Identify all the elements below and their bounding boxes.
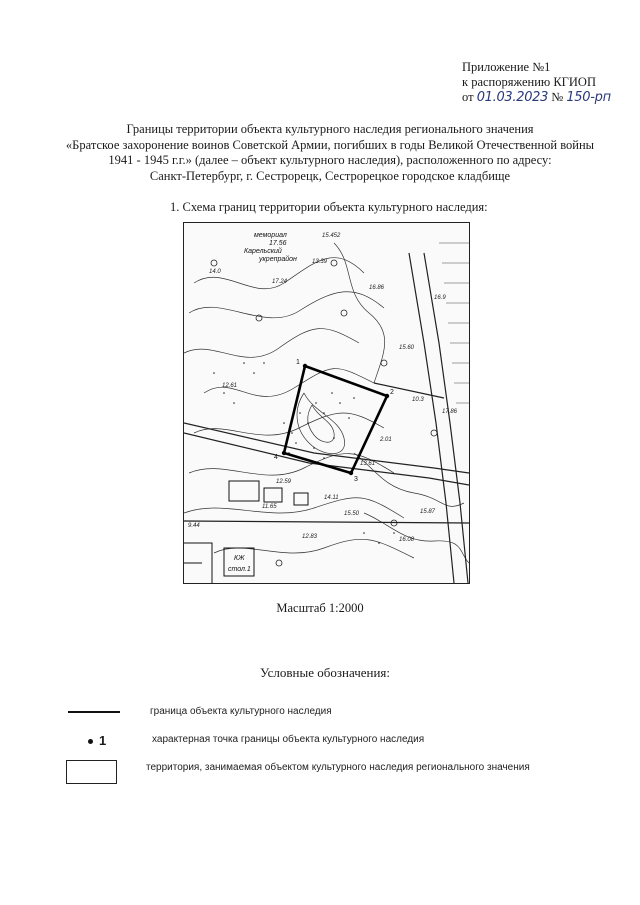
elevation-label: 14.11 [324, 495, 339, 501]
point-label-3: 3 [354, 476, 358, 483]
territory-rect-symbol [66, 760, 117, 784]
label-karelian: Карельский [244, 248, 282, 255]
elevation-label: 12.61 [222, 383, 238, 389]
title-line4: Санкт-Петербург, г. Сестрорецк, Сестрорецкое городское кладбище [149, 168, 511, 183]
map-scale: Масштаб 1:2000 [276, 601, 364, 615]
elevation-label: 13.61 [360, 461, 376, 467]
elevation-label: 15.50 [344, 511, 360, 517]
boundary-line-symbol [68, 711, 120, 713]
label-building-no: стол.1 [228, 566, 251, 573]
title-line2: «Братское захоронение воинов Советской Армии, погибших в годы Великой Отечественной войны [65, 137, 595, 152]
elevation-label: 12.83 [302, 534, 318, 540]
appendix-date-line [462, 90, 632, 105]
elevation-label: 15.87 [420, 509, 436, 515]
label-building: КЖ [234, 555, 245, 562]
elevation-label: 11.65 [262, 504, 277, 510]
appendix-line2: к распоряжению КГИОП [462, 75, 596, 89]
elevation-label: 16.86 [369, 285, 385, 291]
point-label-4: 4 [274, 454, 278, 461]
elevation-label: 2.01 [380, 437, 392, 443]
label-memorial: мемориал [254, 232, 287, 239]
elevation-label: 15.60 [399, 345, 415, 351]
legend-text-boundary: граница объекта культурного наследия [150, 706, 332, 717]
elevation-label: 17.86 [442, 409, 458, 415]
roads [184, 253, 469, 583]
topographic-map [183, 222, 470, 584]
elevation-label: 15.452 [322, 233, 341, 239]
elevation-label: 13.39 [312, 259, 328, 265]
label-ukrepraion: укрепрайон [259, 256, 297, 263]
legend-text-territory: территория, занимаемая объектом культурного наследия регионального значения [146, 762, 530, 773]
elevation-label: 10.3 [412, 397, 424, 403]
legend-title: Условные обозначения: [259, 665, 391, 680]
number-handwritten: 150-рп [566, 90, 611, 105]
date-prefix: от [462, 90, 474, 104]
appendix-block [462, 60, 632, 105]
elevation-label: 17.24 [272, 279, 288, 285]
elevation-label: 16.08 [399, 537, 415, 543]
document-title [40, 122, 620, 184]
section-heading: 1. Схема границ территории объекта культурного наследия: [170, 200, 488, 214]
label-memorial-elev: 17.56 [269, 240, 287, 247]
elevation-label: 14.0 [209, 269, 221, 275]
legend-text-point: характерная точка границы объекта культурного наследия [152, 734, 425, 745]
elevation-label: 9.44 [188, 523, 200, 529]
title-line1: Границы территории объекта культурного наследия регионального значения [126, 122, 534, 136]
point-dot-icon [88, 739, 93, 744]
number-prefix: № [551, 90, 564, 104]
appendix-line1: Приложение №1 [462, 60, 551, 74]
elevation-label: 12.59 [276, 479, 292, 485]
point-label-2: 2 [390, 389, 394, 396]
point-symbol-number: 1 [99, 733, 107, 748]
point-label-1: 1 [296, 359, 300, 366]
contour-lines [184, 243, 469, 563]
elevation-label: 16.9 [434, 295, 446, 301]
point-symbol [88, 733, 106, 748]
date-handwritten: 01.03.2023 [476, 90, 549, 105]
title-line3: 1941 - 1945 г.г.» (далее – объект культурного наследия), расположенного по адресу: [108, 153, 552, 167]
map-drawing [184, 223, 469, 583]
